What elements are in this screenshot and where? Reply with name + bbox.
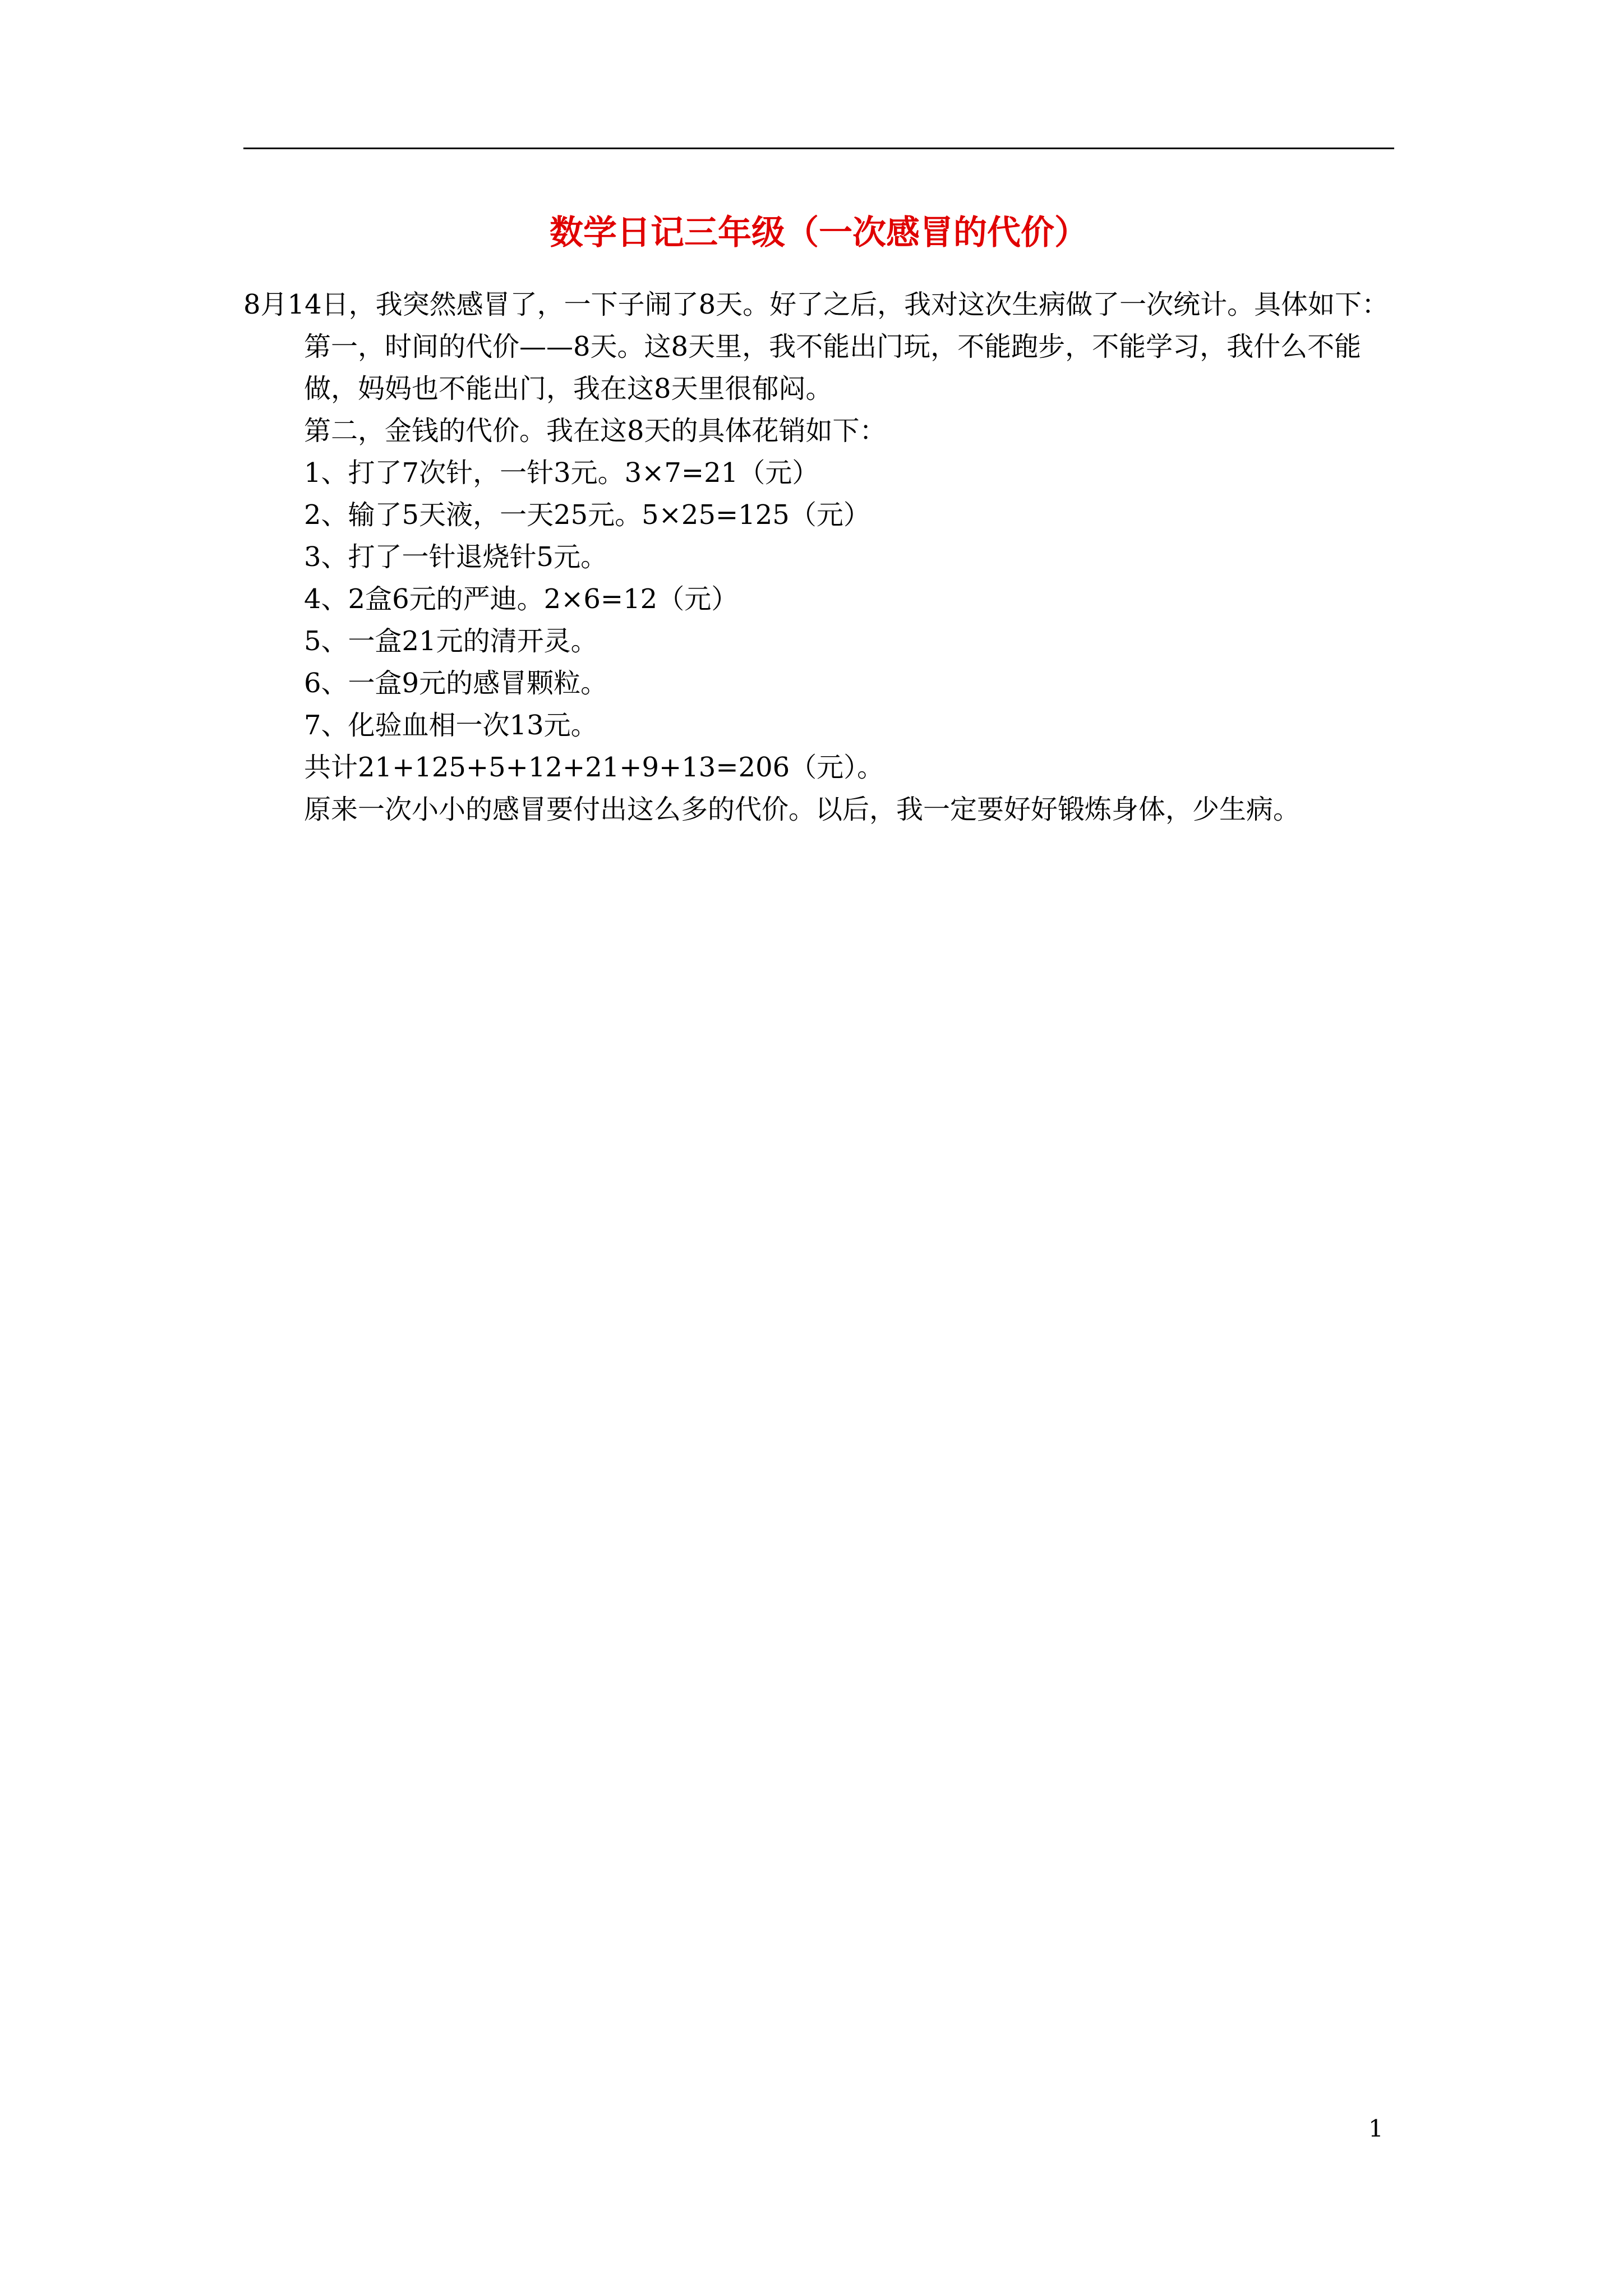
paragraph-time-cost: 第一，时间的代价——8天。这8天里，我不能出门玩，不能跑步，不能学习，我什么不能做，妈妈也不能出门，我在这8天里很郁闷。: [304, 331, 1362, 404]
paragraph-conclusion: 原来一次小小的感冒要付出这么多的代价。以后，我一定要好好锻炼身体，少生病。: [304, 794, 1301, 825]
list-item: 1、打了7次针，一针3元。3×7=21（元）: [304, 457, 819, 489]
list-item: 4、2盒6元的严迪。2×6=12（元）: [304, 583, 739, 615]
paragraph-money-cost: 第二，金钱的代价。我在这8天的具体花销如下：: [304, 415, 887, 447]
page-number: 1: [1368, 2115, 1384, 2142]
paragraph-intro: 8月14日，我突然感冒了，一下子闹了8天。好了之后，我对这次生病做了一次统计。具体如下：: [243, 289, 1389, 320]
list-item: 7、化验血相一次13元。: [304, 710, 598, 741]
document-body: [243, 284, 1394, 831]
list-item: 5、一盒21元的清开灵。: [304, 625, 598, 657]
list-item: 3、打了一针退烧针5元。: [304, 541, 608, 573]
paragraph-total: 共计21+125+5+12+21+9+13=206（元）。: [304, 752, 884, 783]
list-item: 2、输了5天液，一天25元。5×25=125（元）: [304, 499, 870, 531]
document-title: 数学日记三年级（一次感冒的代价）: [550, 213, 1088, 252]
list-item: 6、一盒9元的感冒颗粒。: [304, 668, 608, 699]
header-rule: [243, 148, 1394, 149]
